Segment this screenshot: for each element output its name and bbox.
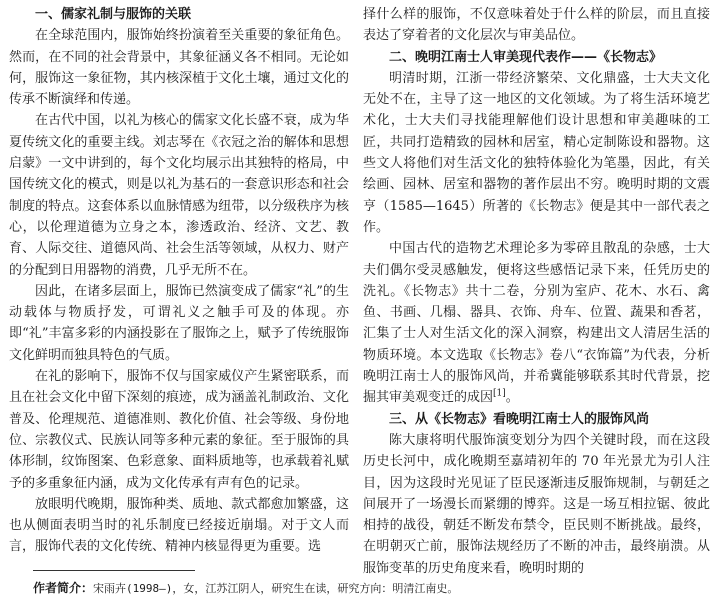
citation-ref[interactable]: [1]: [493, 389, 506, 400]
paragraph: 放眼明代晚期，服饰种类、质地、款式都愈加繁盛，这也从侧面表明当时的礼乐制度已经接近崩塌。对于文人而言，服饰代表的文化传统、精神内核显得更为重要。选: [9, 496, 349, 555]
paragraph: 在古代中国，以礼为核心的儒家文化长盛不衰，成为华夏传统文化的重要主线。刘志琴在《衣冠之治的解体和思想启蒙》一文中讲到的，每个文化均展示出其独特的格局，中国传统文化的模式，则是以礼为基石的一套意识形态和社会制度的特点。这套体系以血脉情感为纽带，以分级秩序为核心，以伦理道德为立身之本，渗透政治、经济、文艺、教育、人际交往、道德风尚、社会生活等领域，从权力、财产的分配到日用器物的消费，几乎无所不在。: [9, 113, 349, 278]
footnote-divider: [33, 570, 195, 571]
paragraph: 因此，在诸多层面上，服饰已然演变成了儒家“礼”的生动载体与物质抒发，可谓礼义之触手可及的体现。亦即“礼”丰富多彩的内涵投影在了服饰之上，赋予了传统服饰文化鲜明而独具特色的气质。: [9, 283, 349, 363]
paragraph: 明清时期，江浙一带经济繁荣、文化鼎盛，士大夫文化无处不在，主导了这一地区的文化领域。为了将生活环境艺术化，士大夫们寻找能理解他们设计思想和审美趣味的工匠，共同打造精致的园林和居室，精心定制陈设和器物。这些文人将他们对生活文化的独特体验化为笔墨，因此，有关绘画、园林、居室和器物的著作层出不穷。晚明时期的文震亨（1585—1645）所著的《长物志》便是其中一部代表之作。: [363, 70, 710, 235]
author-bio-text: 宋雨卉(1998—)，女，江苏江阴人，研究生在读，研究方向：明清江南史。: [93, 582, 459, 595]
section-heading-2: 二、晚明江南士人审美现代表作——《长物志》: [389, 49, 663, 65]
section-heading-3: 三、从《长物志》看晚明江南士人的服饰风尚: [389, 411, 650, 427]
paragraph: [363, 238, 710, 408]
left-column: [9, 4, 349, 558]
author-bio: [33, 579, 713, 598]
paragraph: 陈大康将明代服饰演变划分为四个关键时段，而在这段历史长河中，成化晚期至嘉靖初年的 70 年光景尤为引人注目，因为这段时光见证了臣民逐渐违反服饰规制，与朝廷之间展开了一场漫长而紧绷的博弈。这是一场互相拉锯、彼此相持的战役，朝廷不断发布禁令，臣民则不断挑战。最终，在明朝灭亡前，服饰法规经历了不断的冲击，最终崩溃。从服饰变革的历史角度来看，晚明时期的: [363, 432, 710, 576]
paragraph: 在礼的影响下，服饰不仅与国家威仪产生紧密联系，而且在社会文化中留下深刻的痕迹，成为涵盖礼制政治、文化普及、伦理规范、道德准则、教化价值、社会等级、身份地位、宗教仪式、民族认同等多种元素的象征。至于服饰的具体形制，纹饰图案、色彩意象、面料质地等，也承载着礼赋予的多重象征内涵，成为文化传承有声有色的记录。: [9, 369, 349, 491]
paragraph: 在全球范围内，服饰始终扮演着至关重要的象征角色。然而，在不同的社会背景中，其象征涵义各不相同。无论如何，服饰这一象征物，其内核深植于文化土壤，通过文化的传承不断演绎和传递。: [9, 28, 349, 108]
section-heading-1: 一、儒家礼制与服饰的关联: [35, 7, 192, 22]
paragraph-text: 中国古代的造物艺术理论多为零碎且散乱的杂感，士大夫们偶尔受灵感触发，便将这些感悟记录下来，任凭历史的洗礼。《长物志》共十二卷，分别为室庐、花木、水石、禽鱼、书画、几榻、器具、衣饰、舟车、位置、蔬果和香茗，汇集了士人对生活文化的深入洞察，构建出文人清居生活的物质环境。本文选取《长物志》卷八“衣饰篇”为代表，分析晚明江南士人的服饰风尚，并希冀能够联系其时代背景，挖掘其审美观变迁的成因: [363, 241, 710, 406]
right-column: [363, 4, 710, 579]
paragraph-continued: 择什么样的服饰，不仅意味着处于什么样的阶层，而且直接表达了穿着者的文化层次与审美品位。: [363, 7, 710, 44]
author-bio-label: 作者简介：: [33, 581, 94, 595]
paragraph-end: 。: [505, 390, 519, 406]
